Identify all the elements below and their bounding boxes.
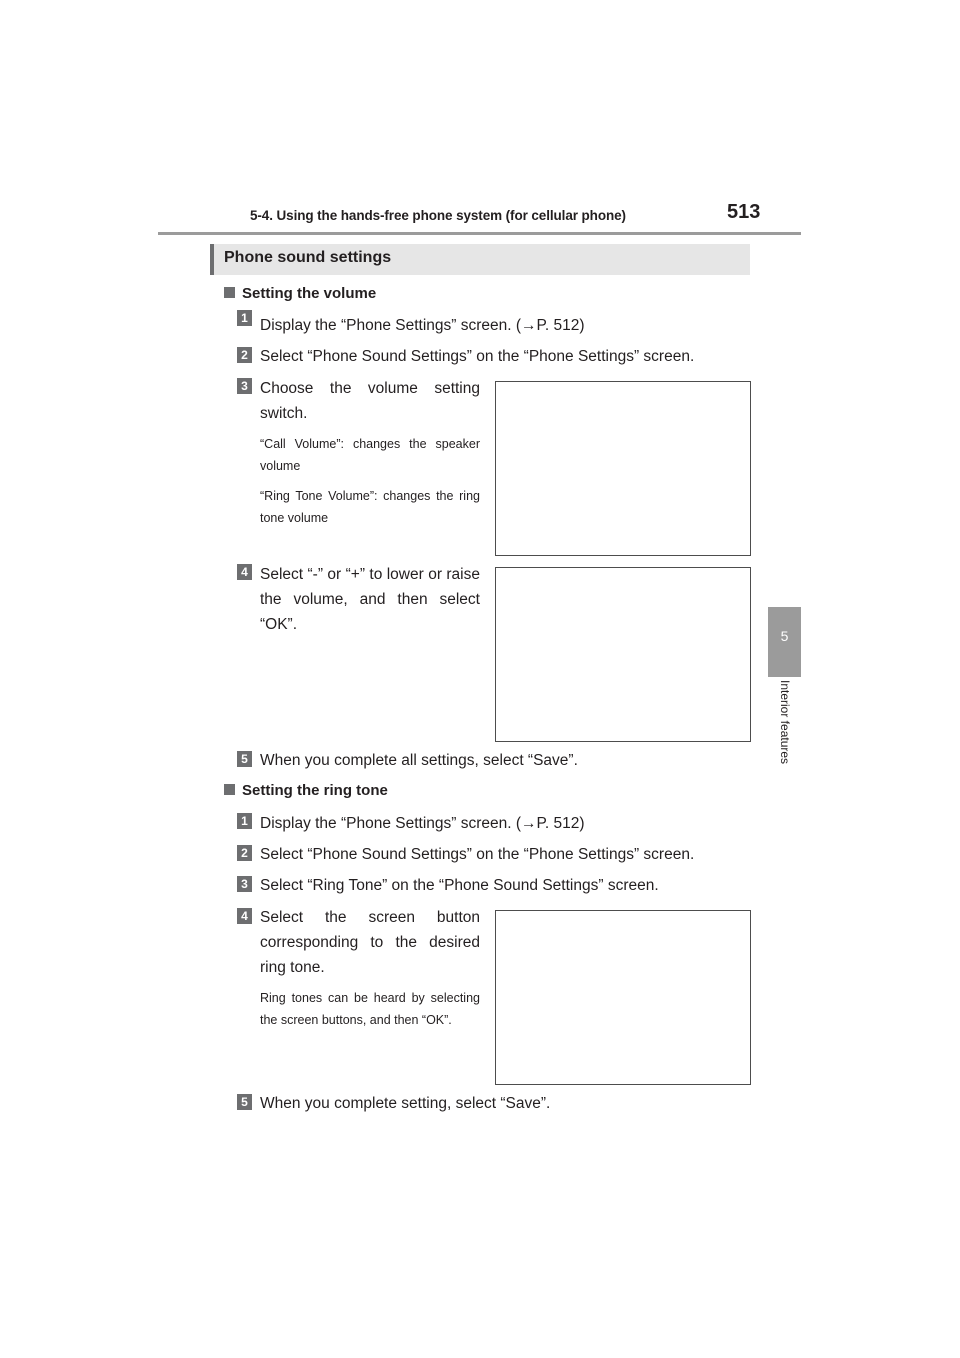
- square-bullet-icon: [224, 287, 235, 298]
- step-badge: 1: [237, 813, 252, 829]
- note-text: Ring tones can be heard by selecting the screen buttons, and then “OK”.: [260, 991, 480, 1027]
- chapter-tab-label: Interior features: [778, 680, 792, 765]
- step-text: When you complete setting, select “Save”.: [260, 1095, 551, 1112]
- screen-illustration: [495, 381, 751, 556]
- running-header: 5-4. Using the hands-free phone system (for cellular phone): [250, 208, 626, 223]
- section-title: Phone sound settings: [224, 249, 392, 266]
- screen-illustration: [495, 567, 751, 742]
- ringtone-heading: Setting the ring tone: [224, 782, 388, 799]
- header-rule: [158, 232, 801, 235]
- note-text: “Call Volume”: changes the speaker volume: [260, 437, 480, 473]
- step-text: Select the screen button corresponding to the desired ring tone.: [260, 909, 480, 976]
- step-text: Select “-” or “+” to lower or raise the volume, and then select “OK”.: [260, 566, 480, 633]
- page-number: 513: [727, 201, 761, 223]
- note-text: “Ring Tone Volume”: changes the ring tone volume: [260, 489, 480, 525]
- step-badge: 4: [237, 908, 252, 924]
- step-text: Select “Phone Sound Settings” on the “Phone Settings” screen.: [260, 348, 695, 365]
- step-text: Display the “Phone Settings” screen. (→P. 512): [260, 815, 585, 832]
- step-text: Choose the volume setting switch.: [260, 380, 480, 422]
- screen-illustration: [495, 910, 751, 1085]
- step-badge: 2: [237, 347, 252, 363]
- step-text: Select “Ring Tone” on the “Phone Sound Settings” screen.: [260, 877, 659, 894]
- step-badge: 3: [237, 378, 252, 394]
- step-badge: 4: [237, 564, 252, 580]
- step-badge: 5: [237, 751, 252, 767]
- step-text: When you complete all settings, select “Save”.: [260, 752, 578, 769]
- step-badge: 5: [237, 1094, 252, 1110]
- step-text: Select “Phone Sound Settings” on the “Phone Settings” screen.: [260, 846, 695, 863]
- step-text: Display the “Phone Settings” screen. (→P. 512): [260, 317, 585, 334]
- step-badge: 1: [237, 310, 252, 326]
- square-bullet-icon: [224, 784, 235, 795]
- step-badge: 3: [237, 876, 252, 892]
- volume-heading: Setting the volume: [224, 285, 376, 302]
- step-badge: 2: [237, 845, 252, 861]
- chapter-tab-number: 5: [780, 628, 789, 644]
